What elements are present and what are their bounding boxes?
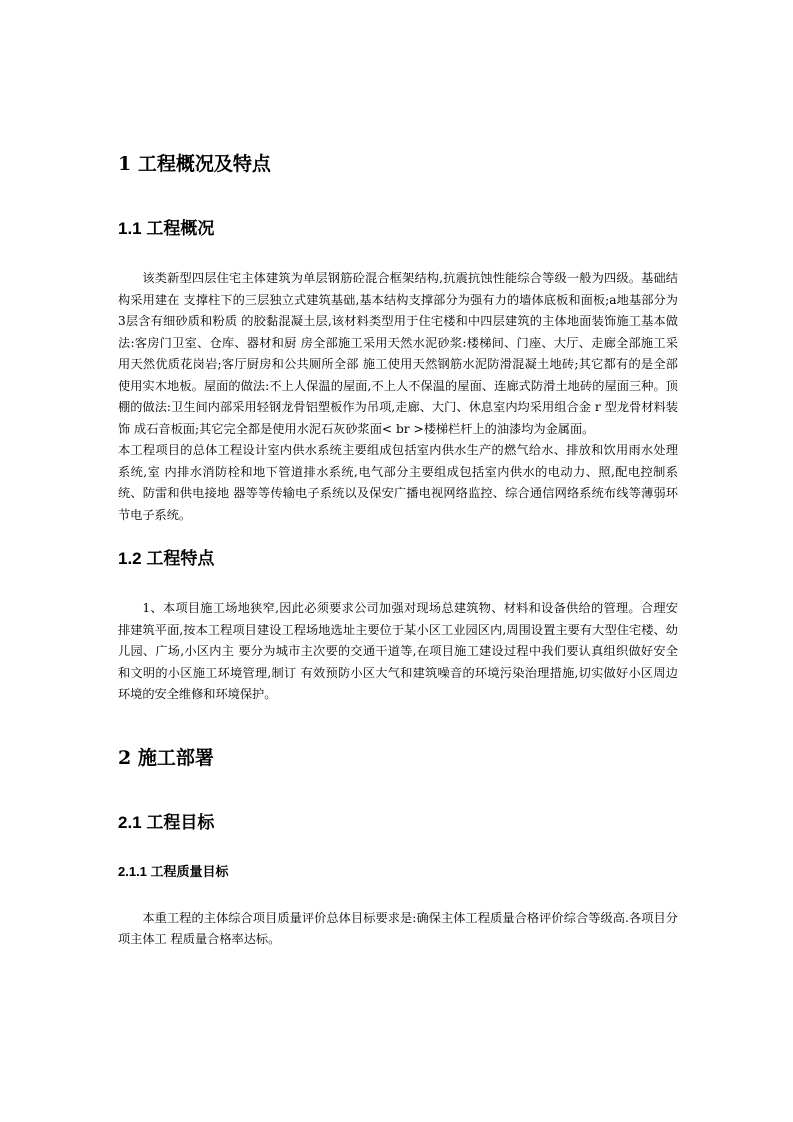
section-2-1-1-heading: 2.1.1 工程质量目标 bbox=[118, 863, 229, 879]
section-1-1-heading: 1.1 工程概况 bbox=[118, 219, 215, 238]
section-1-2-heading: 1.2 工程特点 bbox=[118, 549, 215, 568]
document-body bbox=[118, 150, 678, 951]
section-1-heading: 1 工程概况及特点 bbox=[118, 153, 271, 175]
section-1-1-paragraph-1: 该类新型四层住宅主体建筑为单层钢筋砼混合框架结构,抗震抗蚀性能综合等级一般为四级。基础结构采用建在 支撑柱下的三层独立式建筑基础,基本结构支撑部分为强有力的墙体底板和面板;a地基部分为3层含有细砂质和粉质 的胶黏混凝土层,该材料类型用于住宅楼和中四层建筑的主体地面装饰施工基本做法:客房门卫室、仓库、器材和厨 房全部施工采用天然水泥砂浆:楼梯间、门座、大厅、走廊全部施工采用天然优质花岗岩;客厅厨房和公共厕所全部 施工使用天然钢筋水泥防滑混凝土地砖;其它都有的是全部使用实木地板。屋面的做法:不上人保温的屋面,不上人不保温的屋面、连廊式防滑土地砖的屋面三种。顶棚的做法:卫生间内部采用轻钢龙骨铝塑板作为吊项,走廊、大门、休息室内均采用组合金 r 型龙骨材料装饰 成石音板面;其它完全都是使用水泥石灰砂浆面< br >楼梯栏杆上的油漆均为金属面。 bbox=[118, 271, 678, 436]
section-1-2-paragraph-1: 1、本项目施工场地狭窄,因此必须要求公司加强对现场总建筑物、材料和设备供给的管理。合理安排建筑平面,按本工程项目建设工程场地选址主要位于某小区工业园区内,周围设置主要有大型住宅楼、幼儿园、广场,小区内主 要分为城市主次要的交通干道等,在项目施工建设过程中我们要认真组织做好安全和文明的小区施工环境管理,制订 有效预防小区大气和建筑噪音的环境污染治理措施,切实做好小区周边环境的安全维修和环境保护。 bbox=[118, 601, 678, 701]
section-2-heading: 2 施工部署 bbox=[118, 746, 214, 769]
section-2-1-heading: 2.1 工程目标 bbox=[118, 812, 215, 832]
section-1-1-paragraph-2: 本工程项目的总体工程设计室内供水系统主要组成包括室内供水生产的燃气给水、排放和饮用雨水处理系统,室 内排水消防栓和地下管道排水系统,电气部分主要组成包括室内供水的电动力、照,配电控制系统、防雷和供电接地 器等等传输电子系统以及保安广播电视网络监控、综合通信网络系统布线等薄弱环节电子系统。 bbox=[118, 443, 678, 522]
section-2-1-1-paragraph-1: 本重工程的主体综合项目质量评价总体目标要求是:确保主体工程质量合格评价综合等级高.各项目分项主体工 程质量合格率达标。 bbox=[118, 910, 678, 946]
